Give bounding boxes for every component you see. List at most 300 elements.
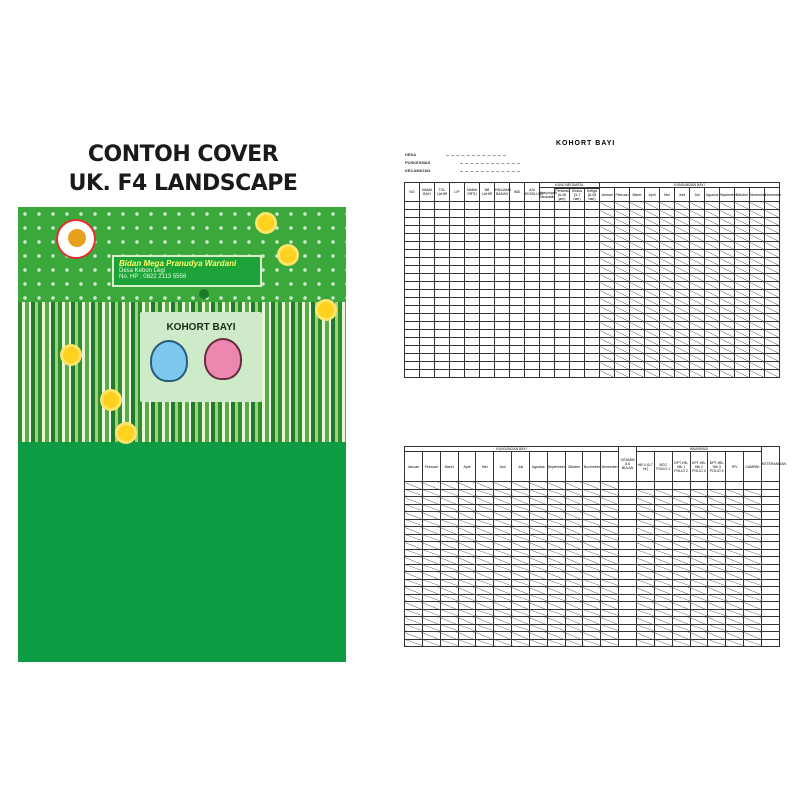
table-cell (494, 527, 512, 535)
table-cell (600, 242, 615, 250)
table-cell (675, 314, 690, 322)
table-cell (405, 306, 420, 314)
table-cell (435, 242, 450, 250)
table-cell (510, 226, 525, 234)
table-cell (465, 234, 480, 242)
table-cell (405, 564, 423, 572)
table-row (405, 242, 780, 250)
table-cell (422, 639, 440, 647)
table-cell (708, 549, 726, 557)
table-cell (555, 202, 570, 210)
table-row (405, 370, 780, 378)
table-cell (645, 226, 660, 234)
table-cell (636, 482, 654, 490)
table-cell (619, 579, 637, 587)
table-cell (765, 226, 780, 234)
table-cell (672, 512, 690, 520)
table-cell (600, 346, 615, 354)
table-cell (547, 632, 565, 640)
table-row (405, 298, 780, 306)
table-cell (405, 489, 423, 497)
table-cell: Februari (615, 188, 630, 202)
table-cell (547, 564, 565, 572)
table-cell (583, 497, 601, 505)
table-cell (525, 298, 540, 306)
table-cell (495, 338, 510, 346)
table-cell (675, 266, 690, 274)
table-cell (750, 250, 765, 258)
table-cell (529, 579, 547, 587)
table-cell (570, 274, 585, 282)
table-cell (405, 362, 420, 370)
table-cell (585, 306, 600, 314)
table-cell (583, 542, 601, 550)
table-cell (615, 362, 630, 370)
table-cell (422, 602, 440, 610)
table-cell (570, 218, 585, 226)
table-cell (510, 210, 525, 218)
table-cell (690, 274, 705, 282)
table-cell (540, 314, 555, 322)
table-cell (630, 202, 645, 210)
table-cell (600, 234, 615, 242)
table-cell (619, 527, 637, 535)
table-cell (601, 587, 619, 595)
table-cell (529, 482, 547, 490)
table-cell (705, 322, 720, 330)
table-cell (510, 282, 525, 290)
table-cell (476, 572, 494, 580)
table-cell (735, 274, 750, 282)
table-cell (636, 602, 654, 610)
table-cell: Agustus (529, 452, 547, 482)
table-cell (450, 242, 465, 250)
table-cell (525, 370, 540, 378)
table-cell (529, 497, 547, 505)
table-cell (405, 594, 423, 602)
table-cell (565, 542, 583, 550)
table-cell (708, 602, 726, 610)
table-cell (405, 202, 420, 210)
table-cell: IMD (510, 183, 525, 202)
table-row (405, 346, 780, 354)
table-cell (435, 314, 450, 322)
table-cell (726, 557, 744, 565)
table-cell (450, 250, 465, 258)
table-cell (720, 362, 735, 370)
table-cell (540, 202, 555, 210)
table-cell (565, 639, 583, 647)
table-cell (465, 306, 480, 314)
table-cell (615, 370, 630, 378)
table-cell (636, 519, 654, 527)
table-cell (422, 497, 440, 505)
table-cell (708, 482, 726, 490)
table-cell (645, 314, 660, 322)
table-cell (465, 290, 480, 298)
table-cell (744, 624, 762, 632)
table-cell (675, 362, 690, 370)
table-cell (705, 370, 720, 378)
table-cell (495, 242, 510, 250)
table-cell (405, 250, 420, 258)
table-cell (708, 489, 726, 497)
table-cell (422, 579, 440, 587)
table-cell (630, 274, 645, 282)
table-cell (494, 572, 512, 580)
field-puskesmas (405, 160, 520, 165)
table-row (405, 639, 780, 647)
table-cell (510, 346, 525, 354)
table-cell (405, 290, 420, 298)
table-cell (660, 290, 675, 298)
table-cell (708, 527, 726, 535)
table-cell (601, 624, 619, 632)
table-cell (555, 330, 570, 338)
table-cell (583, 572, 601, 580)
table-cell (654, 609, 672, 617)
table-cell (600, 290, 615, 298)
table-cell (654, 497, 672, 505)
table-cell (495, 218, 510, 226)
table-cell (405, 322, 420, 330)
field-desa-label: DESA (405, 152, 417, 157)
table-cell (690, 338, 705, 346)
table-cell (615, 234, 630, 242)
table-cell (619, 617, 637, 625)
table-cell: Desember (765, 188, 780, 202)
table-cell (440, 617, 458, 625)
table-cell (675, 258, 690, 266)
table-cell (585, 266, 600, 274)
table-cell (529, 564, 547, 572)
table-cell (765, 266, 780, 274)
table-cell (690, 234, 705, 242)
table-cell (420, 250, 435, 258)
table-cell (405, 497, 423, 505)
table-cell (735, 226, 750, 234)
table-cell (570, 346, 585, 354)
table-cell (690, 519, 708, 527)
kohort-card (140, 312, 262, 402)
table-cell (420, 322, 435, 330)
table-cell (405, 549, 423, 557)
table-cell (735, 330, 750, 338)
table-cell (465, 282, 480, 290)
table-cell (450, 218, 465, 226)
table-cell: Mei (476, 452, 494, 482)
table-cell (726, 542, 744, 550)
table-cell (450, 306, 465, 314)
table-cell (690, 489, 708, 497)
table-cell (440, 609, 458, 617)
table-cell (458, 639, 476, 647)
table-cell (708, 632, 726, 640)
table-cell (510, 258, 525, 266)
table-cell (708, 617, 726, 625)
table-cell (636, 609, 654, 617)
table-cell (512, 527, 530, 535)
table-cell (765, 306, 780, 314)
table-cell (540, 322, 555, 330)
table-cell (440, 519, 458, 527)
table-cell (690, 202, 705, 210)
table-cell (654, 624, 672, 632)
table-cell: Juli (512, 452, 530, 482)
table-cell (435, 362, 450, 370)
table-cell (761, 534, 779, 542)
table-cell (660, 314, 675, 322)
table-cell (458, 534, 476, 542)
table-cell (480, 322, 495, 330)
table-cell (708, 557, 726, 565)
table-cell: BB LAHIR (480, 183, 495, 202)
table-cell (510, 330, 525, 338)
table-cell (583, 617, 601, 625)
flower-icon (258, 215, 274, 231)
table-cell (555, 346, 570, 354)
table-cell (583, 534, 601, 542)
table-cell (645, 242, 660, 250)
table-cell (761, 609, 779, 617)
table-cell (435, 266, 450, 274)
table-cell (465, 322, 480, 330)
table-cell (636, 542, 654, 550)
table-cell (619, 602, 637, 610)
table-cell (660, 242, 675, 250)
table-cell (675, 322, 690, 330)
table-cell (705, 242, 720, 250)
table-cell (570, 322, 585, 330)
table-cell (565, 504, 583, 512)
table-cell (600, 210, 615, 218)
midwife-logo-icon (56, 219, 96, 259)
table-cell (615, 314, 630, 322)
table-cell (765, 282, 780, 290)
table-cell (585, 218, 600, 226)
table-cell (458, 624, 476, 632)
table-cell (540, 346, 555, 354)
table-cell (720, 290, 735, 298)
table-cell (690, 242, 705, 250)
table-cell (547, 587, 565, 595)
table-cell: November (583, 452, 601, 482)
table-cell (525, 362, 540, 370)
table-cell (601, 527, 619, 535)
table-cell (660, 226, 675, 234)
table-cell (600, 274, 615, 282)
table-cell (619, 542, 637, 550)
table-cell (601, 519, 619, 527)
table-cell (600, 282, 615, 290)
flower-icon (318, 302, 334, 318)
table-cell (615, 218, 630, 226)
table-cell (525, 242, 540, 250)
table-cell (585, 258, 600, 266)
table-cell (465, 226, 480, 234)
table-cell (720, 274, 735, 282)
table-cell (645, 322, 660, 330)
table-cell (600, 250, 615, 258)
table-cell (615, 322, 630, 330)
table-cell: KUNJUNGAN BAYI (405, 447, 619, 452)
table-cell (765, 242, 780, 250)
table-cell: DPT-HB-Hib 2 POLIO 3 (690, 452, 708, 482)
cover-caption (18, 140, 348, 198)
table-cell (495, 258, 510, 266)
table-cell (565, 497, 583, 505)
table-cell (690, 579, 708, 587)
table-row (405, 617, 780, 625)
table-cell (601, 609, 619, 617)
table-cell (765, 274, 780, 282)
table-cell (547, 504, 565, 512)
table-cell (672, 617, 690, 625)
table-cell (750, 210, 765, 218)
table-cell (585, 346, 600, 354)
table-cell (630, 338, 645, 346)
table-cell (735, 258, 750, 266)
table-cell: Desember (601, 452, 619, 482)
table-cell (660, 282, 675, 290)
table-cell (435, 298, 450, 306)
table-cell (761, 594, 779, 602)
table-cell (726, 624, 744, 632)
table-cell (420, 354, 435, 362)
table-cell (705, 298, 720, 306)
table-cell (494, 482, 512, 490)
table-cell (583, 624, 601, 632)
table-cell (495, 266, 510, 274)
table-cell (744, 504, 762, 512)
table-cell (761, 602, 779, 610)
table-cell (708, 609, 726, 617)
table-cell (601, 497, 619, 505)
table-cell (583, 482, 601, 490)
table-cell (705, 250, 720, 258)
table-cell (654, 504, 672, 512)
table-cell (750, 338, 765, 346)
table-cell (636, 617, 654, 625)
table-cell (585, 338, 600, 346)
table-cell (735, 362, 750, 370)
table-cell (761, 482, 779, 490)
table-cell (660, 218, 675, 226)
table-cell (708, 519, 726, 527)
table-cell (735, 242, 750, 250)
table-cell (600, 314, 615, 322)
table-cell (547, 527, 565, 535)
table-cell (708, 564, 726, 572)
table-cell (440, 564, 458, 572)
table-cell: Oktober (735, 188, 750, 202)
table-cell (660, 362, 675, 370)
table-cell (750, 282, 765, 290)
table-cell (654, 632, 672, 640)
table-cell (440, 602, 458, 610)
table-cell (495, 290, 510, 298)
table-cell (458, 579, 476, 587)
table-cell (540, 274, 555, 282)
table-cell (450, 362, 465, 370)
table-row (405, 602, 780, 610)
table-cell (480, 290, 495, 298)
table-cell (540, 298, 555, 306)
table-cell (565, 557, 583, 565)
table-cell (540, 234, 555, 242)
table-row (405, 306, 780, 314)
table-cell (761, 504, 779, 512)
table-cell (512, 542, 530, 550)
table-cell (583, 557, 601, 565)
table-cell (458, 504, 476, 512)
table-row (405, 587, 780, 595)
table-cell (570, 266, 585, 274)
table-cell (583, 609, 601, 617)
table-cell (636, 572, 654, 580)
table-cell (494, 617, 512, 625)
table-cell (726, 617, 744, 625)
table-row (405, 632, 780, 640)
table-cell (744, 594, 762, 602)
table-cell (672, 632, 690, 640)
table-cell (529, 639, 547, 647)
table-cell (480, 346, 495, 354)
table-cell (645, 210, 660, 218)
table-cell (601, 489, 619, 497)
table-cell (765, 330, 780, 338)
table-cell (761, 489, 779, 497)
baby-boy-icon (150, 340, 188, 382)
table-cell (744, 549, 762, 557)
table-cell (735, 202, 750, 210)
table-cell (660, 234, 675, 242)
table-cell (630, 354, 645, 362)
table-cell (555, 322, 570, 330)
table-cell (422, 557, 440, 565)
table-cell (480, 314, 495, 322)
table-cell (690, 609, 708, 617)
table-cell (495, 298, 510, 306)
table-cell (654, 572, 672, 580)
table-cell (615, 226, 630, 234)
table-cell (555, 354, 570, 362)
table-cell (675, 210, 690, 218)
table-cell (761, 497, 779, 505)
owner-name-box (112, 255, 262, 287)
table-cell: Agustus (705, 188, 720, 202)
table-cell (645, 298, 660, 306)
table-cell: April (458, 452, 476, 482)
table-cell (440, 594, 458, 602)
table-cell (720, 250, 735, 258)
table-row (405, 534, 780, 542)
table-cell (583, 564, 601, 572)
table-cell: September (720, 188, 735, 202)
table-cell: KUNJUNGAN BAYI (600, 183, 780, 188)
table-row (405, 250, 780, 258)
table-cell (600, 298, 615, 306)
table-cell (672, 572, 690, 580)
table-cell (570, 306, 585, 314)
table-cell (675, 346, 690, 354)
table-cell (750, 298, 765, 306)
table-cell: Maret (630, 188, 645, 202)
table-cell (422, 564, 440, 572)
table-cell (690, 549, 708, 557)
table-cell (619, 572, 637, 580)
table-cell: Januari (405, 452, 423, 482)
